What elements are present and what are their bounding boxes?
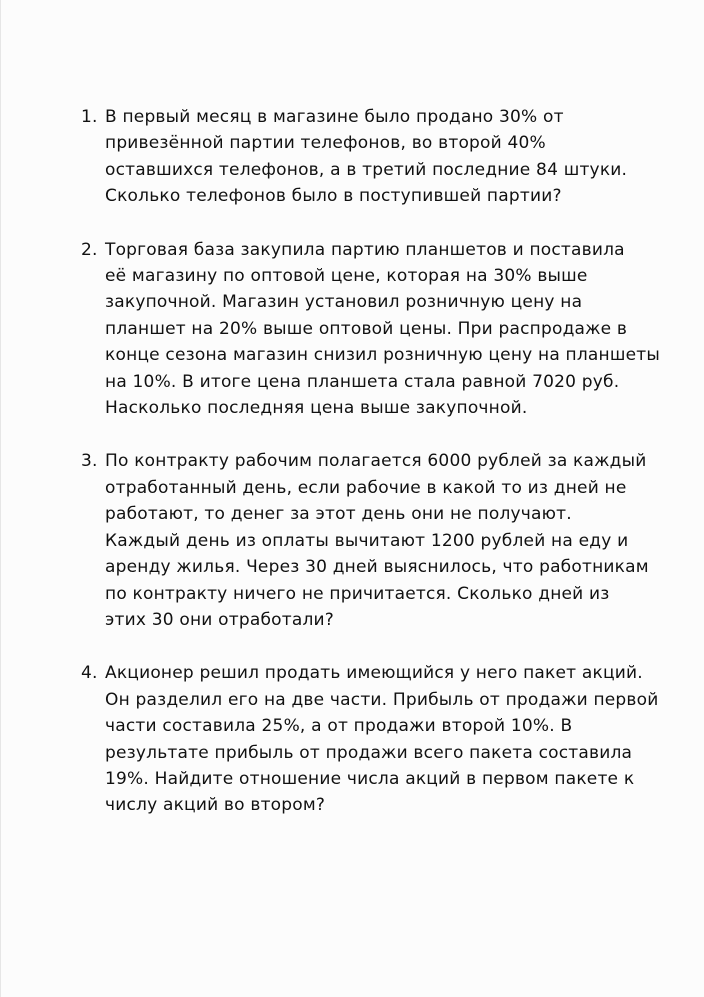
problem-text-line: закупочной. Магазин установил розничную цену на xyxy=(105,292,583,313)
problem-item xyxy=(81,448,681,633)
problem-text-line: по контракту ничего не причитается. Сколько дней из xyxy=(105,583,610,604)
problem-text-line: результате прибыль от продажи всего пакета составила xyxy=(105,742,633,763)
problem-text-line: её магазину по оптовой цене, которая на 30% выше xyxy=(105,266,588,287)
problem-text-line: Акционер решил продать имеющийся у него пакет акций. xyxy=(105,663,643,684)
problem-text-line: отработанный день, если рабочие в какой то из дней не xyxy=(105,477,627,498)
problem-item xyxy=(81,237,681,422)
problem-text-line: этих 30 они отработали? xyxy=(105,609,335,630)
problem-text-line: 19%. Найдите отношение числа акций в первом пакете к xyxy=(105,768,635,789)
problem-list xyxy=(81,104,681,846)
problem-text-line: привезённой партии телефонов, во второй 40% xyxy=(105,133,546,154)
problem-text-line: на 10%. В итоге цена планшета стала равной 7020 руб. xyxy=(105,371,620,392)
problem-text-line: Он разделил его на две части. Прибыль от продажи первой xyxy=(105,689,659,710)
problem-text-line: конце сезона магазин снизил розничную цену на планшеты xyxy=(105,345,660,366)
problem-text-line: планшет на 20% выше оптовой цены. При распродаже в xyxy=(105,318,628,339)
problem-number: 1. xyxy=(81,107,98,127)
problem-text-line: оставшихся телефонов, а в третий последние 84 штуки. xyxy=(105,159,628,180)
problem-number: 2. xyxy=(81,239,98,260)
problem-item xyxy=(81,660,681,818)
problem-text-line: Каждый день из оплаты вычитают 1200 рублей на еду и xyxy=(105,530,629,551)
problem-text-line: Торговая база закупила партию планшетов и поставила xyxy=(105,239,625,260)
problem-text-line: работают, то денег за этот день они не получают. xyxy=(105,504,572,525)
problem-text-line: Сколько телефонов было в поступившей партии? xyxy=(105,186,562,207)
problem-text-line: По контракту рабочим полагается 6000 рублей за каждый xyxy=(105,451,647,472)
problem-text-line: части составила 25%, а от продажи второй 10%. В xyxy=(105,716,573,737)
problem-text-line: числу акций во втором? xyxy=(105,795,326,816)
problem-text-line: аренду жилья. Через 30 дней выяснилось, что работникам xyxy=(105,557,649,578)
problem-item xyxy=(81,104,681,210)
problem-text-line: В первый месяц в магазине было продано 30% от xyxy=(105,107,564,127)
problem-number: 3. xyxy=(81,451,98,472)
problem-number: 4. xyxy=(81,663,98,684)
problem-text-line: Насколько последняя цена выше закупочной. xyxy=(105,398,528,419)
